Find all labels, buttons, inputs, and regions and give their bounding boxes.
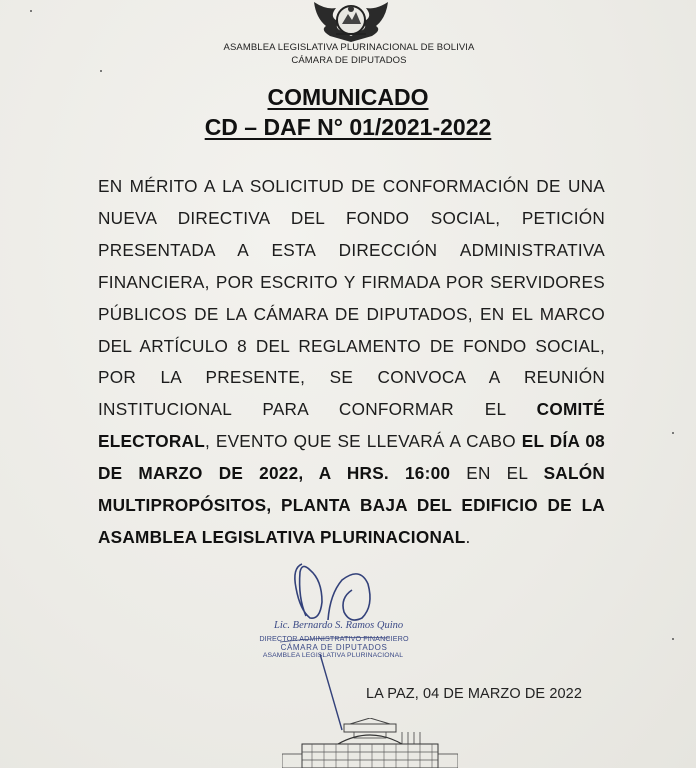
paper-speck [100,70,102,72]
paper-speck [30,10,32,12]
announcement-body [98,171,605,554]
paper-speck [672,432,674,434]
chamber-name: CÁMARA DE DIPUTADOS [291,55,407,66]
bolivia-coat-of-arms-icon [306,0,396,42]
stamp-chamber: CÁMARA DE DIPUTADOS [280,643,388,652]
legislative-building-icon [282,718,458,768]
body-bold-committee: COMITÉ ELECTORAL [98,399,605,452]
document-number: CD – DAF N° 01/2021-2022 [204,114,492,140]
body-text-part: . [465,526,471,547]
stamp-assembly: ASAMBLEA LEGISLATIVA PLURINACIONAL [262,652,404,659]
body-bold-date: EL DÍA 08 DE MARZO DE 2022, A HRS. 16:00 [98,431,605,484]
body-bold-venue: SALÓN MULTIPROPÓSITOS, PLANTA BAJA DEL EDIFICIO DE LA ASAMBLEA LEGISLATIVA PLURINACIONAL [98,463,605,547]
body-text-part: EN MÉRITO A LA SOLICITUD DE CONFORMACIÓN DE UNA NUEVA DIRECTIVA DEL FONDO SOCIAL, PETICIÓN PRESENTADA A ESTA DIRECCIÓN ADMINISTRATIVA FINANCIERA, POR ESCRITO Y FIRMADA POR SERVIDORES PÚBLICOS DE LA CÁMARA DE DIPUTADOS, EN EL MARCO DEL ARTÍCULO 8 DEL REGLAMENTO DE FONDO SOCIAL, POR LA PRESENTE, SE CONVOCA A REUNIÓN INSTITUCIONAL PARA CONFORMAR EL [98,176,605,420]
paper-speck [672,638,674,640]
document-title: COMUNICADO [267,84,429,110]
place-and-date: LA PAZ, 04 DE MARZO DE 2022 [366,686,582,702]
signatory-position: DIRECTOR ADMINISTRATIVO FINANCIERO [259,634,409,643]
signatory-name: Lic. Bernardo S. Ramos Quino [274,620,404,631]
body-text-part: , EVENTO QUE SE LLEVARÁ A CABO [204,431,522,452]
body-text-part: EN EL [450,463,544,484]
institution-name: ASAMBLEA LEGISLATIVA PLURINACIONAL DE BOLIVIA [223,42,475,53]
